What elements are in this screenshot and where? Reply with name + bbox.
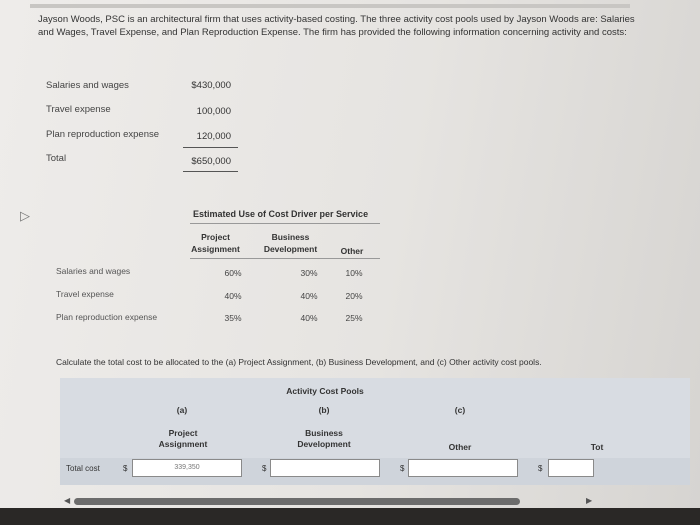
answer-total-label: Tot: [590, 442, 604, 452]
driver-cell: 30%: [300, 268, 318, 278]
left-arrow-icon[interactable]: ◀: [64, 496, 71, 505]
cost-label-travel: Travel expense: [46, 104, 111, 115]
answer-a-line2: Assignment: [158, 439, 208, 449]
problem-intro: Jayson Woods, PSC is an architectural firm that uses activity-based costing. The three activity cost pools used by Jayson Woods are: Salaries and Wages, Travel Expense, and Plan Reproduction Expense. The firm has provided the following information concerning activity and costs:: [38, 14, 635, 38]
driver-cell: 40%: [224, 291, 242, 301]
driver-row-label-travel: Travel expense: [56, 289, 114, 299]
total-bottom-rule: [183, 171, 238, 172]
answer-col-a: (a): [176, 405, 188, 415]
question-text: Calculate the total cost to be allocated to the (a) Project Assignment, (b) Business Development, and (c) Other activity cost pools.: [56, 357, 542, 367]
driver-row-label-plan: Plan reproduction expense: [56, 312, 158, 322]
driver-table-caption: Estimated Use of Cost Driver per Service: [193, 209, 369, 219]
horizontal-scrollbar[interactable]: [74, 498, 520, 505]
answer-col-b: (b): [318, 405, 330, 415]
mouse-pointer-icon: ▷: [20, 208, 30, 223]
right-arrow-icon[interactable]: ▶: [586, 496, 593, 505]
driver-cell: 40%: [300, 291, 318, 301]
cost-value-plan: 120,000: [196, 131, 231, 142]
total-top-rule: [183, 147, 238, 148]
driver-cell: 25%: [345, 313, 363, 323]
answer-a-line1: Project: [168, 428, 198, 438]
project-assignment-total-input[interactable]: 339,350: [132, 459, 242, 477]
driver-col1-line2: Assignment: [191, 244, 240, 254]
cost-value-salaries: $430,000: [191, 80, 231, 91]
driver-col2-line1: Business: [271, 232, 310, 242]
driver-cell: 35%: [224, 313, 242, 323]
driver-col3: Other: [340, 246, 364, 256]
answer-caption: Activity Cost Pools: [286, 386, 364, 396]
business-development-total-input[interactable]: [270, 459, 380, 477]
driver-cell: 10%: [345, 268, 363, 278]
top-divider: [30, 4, 630, 8]
driver-cell: 20%: [345, 291, 363, 301]
total-cost-label: Total cost: [66, 464, 100, 473]
answer-b-line1: Business: [305, 428, 343, 438]
currency-b: $: [262, 464, 267, 473]
answer-c-label: Other: [448, 442, 472, 452]
answer-b-line2: Development: [297, 439, 351, 449]
grand-total-input[interactable]: [548, 459, 594, 477]
currency-c: $: [400, 464, 405, 473]
cost-label-total: Total: [46, 153, 67, 164]
currency-a: $: [123, 464, 128, 473]
cost-label-plan: Plan reproduction expense: [46, 129, 160, 140]
driver-col1-line1: Project: [201, 232, 230, 242]
driver-subheader-rule: [190, 258, 380, 259]
driver-col2-line2: Development: [263, 244, 318, 254]
cost-value-total: $650,000: [191, 156, 231, 167]
cost-value-travel: 100,000: [196, 106, 231, 117]
other-total-input[interactable]: [408, 459, 518, 477]
driver-header-rule: [190, 223, 380, 224]
driver-cell: 40%: [300, 313, 318, 323]
bottom-dark-band: [0, 508, 700, 525]
answer-col-c: (c): [454, 405, 466, 415]
driver-row-label-salaries: Salaries and wages: [56, 266, 131, 276]
currency-d: $: [538, 464, 543, 473]
driver-cell: 60%: [224, 268, 242, 278]
cost-label-salaries: Salaries and wages: [46, 80, 129, 91]
